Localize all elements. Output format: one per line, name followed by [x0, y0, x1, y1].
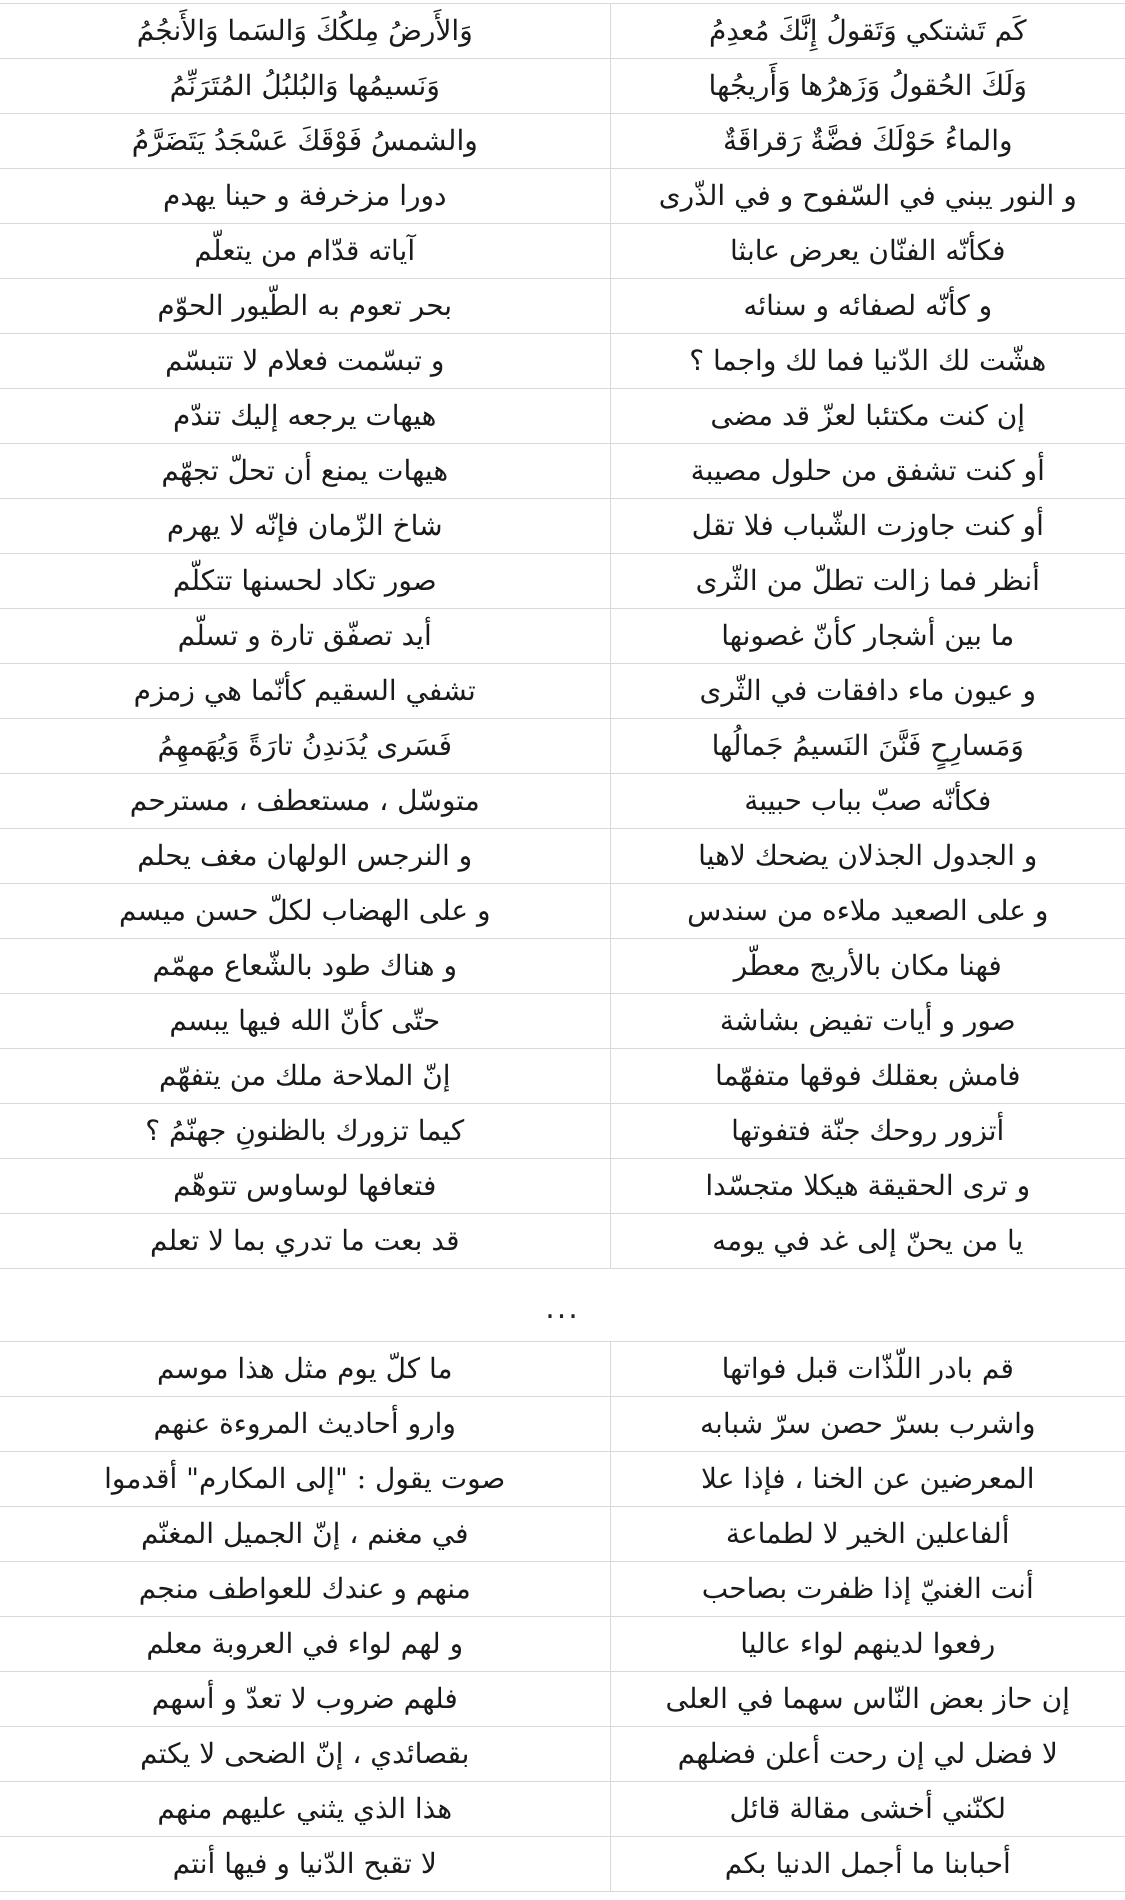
- verse-second-hemistich: بقصائدي ، إنّ الضحى لا يكتم: [0, 1727, 610, 1782]
- verse-second-hemistich: أيد تصفّق تارة و تسلّم: [0, 609, 610, 664]
- verse-first-hemistich: و الجدول الجذلان يضحك لاهيا: [610, 829, 1125, 884]
- verse-first-hemistich: صور و أيات تفيض بشاشة: [610, 994, 1125, 1049]
- verse-second-hemistich: فَسَرى يُدَندِنُ تارَةً وَيُهَمهِمُ: [0, 719, 610, 774]
- verse-second-hemistich: لا تقبح الدّنيا و فيها أنتم: [0, 1837, 610, 1892]
- verse-second-hemistich: والشمسُ فَوْقَكَ عَسْجَدُ يَتَضَرَّمُ: [0, 114, 610, 169]
- verse-row: [0, 1837, 1125, 1892]
- verse-row: [0, 609, 1125, 664]
- verse-first-hemistich: أنت الغنيّ إذا ظفرت بصاحب: [610, 1562, 1125, 1617]
- verse-row: [0, 114, 1125, 169]
- verse-row: [0, 1617, 1125, 1672]
- verse-row: [0, 1159, 1125, 1214]
- verse-first-hemistich: فامش بعقلك فوقها متفهّما: [610, 1049, 1125, 1104]
- verse-first-hemistich: والماءُ حَوْلَكَ فضَّةٌ رَقراقَةٌ: [610, 114, 1125, 169]
- verse-row: [0, 939, 1125, 994]
- verse-row: [0, 994, 1125, 1049]
- verse-row: [0, 389, 1125, 444]
- verse-second-hemistich: منهم و عندك للعواطف منجم: [0, 1562, 610, 1617]
- verse-second-hemistich: و تبسّمت فعلام لا تتبسّم: [0, 334, 610, 389]
- verses-body-part-1: [0, 4, 1125, 1269]
- verse-row: [0, 1104, 1125, 1159]
- verse-first-hemistich: فهنا مكان بالأريج معطّر: [610, 939, 1125, 994]
- verse-second-hemistich: و النرجس الولهان مغف يحلم: [0, 829, 610, 884]
- verse-second-hemistich: هيهات يمنع أن تحلّ تجهّم: [0, 444, 610, 499]
- verse-row: [0, 719, 1125, 774]
- verse-first-hemistich: إن حاز بعض النّاس سهما في العلى: [610, 1672, 1125, 1727]
- verse-row: [0, 499, 1125, 554]
- verse-row: [0, 169, 1125, 224]
- verse-row: [0, 829, 1125, 884]
- verse-row: [0, 1342, 1125, 1397]
- verse-first-hemistich: أو كنت جاوزت الشّباب فلا تقل: [610, 499, 1125, 554]
- verse-first-hemistich: يا من يحنّ إلى غد في يومه: [610, 1214, 1125, 1269]
- verse-second-hemistich: كيما تزورك بالظنونِ جهنّمُ ؟: [0, 1104, 610, 1159]
- ellipsis-separator: ...: [545, 1291, 580, 1326]
- verse-row: [0, 334, 1125, 389]
- poem-verses-part-1: [0, 3, 1125, 1269]
- verse-first-hemistich: هشّت لك الدّنيا فما لك واجما ؟: [610, 334, 1125, 389]
- verse-second-hemistich: إنّ الملاحة ملك من يتفهّم: [0, 1049, 610, 1104]
- verse-row: [0, 554, 1125, 609]
- verse-second-hemistich: تشفي السقيم كأنّما هي زمزم: [0, 664, 610, 719]
- verse-second-hemistich: شاخ الزّمان فإنّه لا يهرم: [0, 499, 610, 554]
- verse-second-hemistich: حتّى كأنّ الله فيها يبسم: [0, 994, 610, 1049]
- verse-second-hemistich: وَنَسيمُها وَالبُلبُلُ المُتَرَنِّمُ: [0, 59, 610, 114]
- verse-second-hemistich: وَالأَرضُ مِلكُكَ وَالسَما وَالأَنجُمُ: [0, 4, 610, 59]
- verse-row: [0, 1562, 1125, 1617]
- verse-second-hemistich: هيهات يرجعه إليك تندّم: [0, 389, 610, 444]
- verse-row: [0, 59, 1125, 114]
- verse-row: [0, 4, 1125, 59]
- verse-row: [0, 1214, 1125, 1269]
- verse-second-hemistich: و هناك طود بالشّعاع مهمّم: [0, 939, 610, 994]
- verse-row: [0, 1727, 1125, 1782]
- verse-second-hemistich: قد بعت ما تدري بما لا تعلم: [0, 1214, 610, 1269]
- verse-first-hemistich: وَمَسارِحٍ فَنَّنَ النَسيمُ جَمالُها: [610, 719, 1125, 774]
- verse-second-hemistich: و على الهضاب لكلّ حسن ميسم: [0, 884, 610, 939]
- verse-first-hemistich: واشرب بسرّ حصن سرّ شبابه: [610, 1397, 1125, 1452]
- verse-first-hemistich: وَلَكَ الحُقولُ وَزَهرُها وَأَريجُها: [610, 59, 1125, 114]
- verse-first-hemistich: و النور يبني في السّفوح و في الذّرى: [610, 169, 1125, 224]
- verse-first-hemistich: و على الصعيد ملاءه من سندس: [610, 884, 1125, 939]
- verse-second-hemistich: فتعافها لوساوس تتوهّم: [0, 1159, 610, 1214]
- verse-row: [0, 1507, 1125, 1562]
- verse-second-hemistich: ما كلّ يوم مثل هذا موسم: [0, 1342, 610, 1397]
- verse-second-hemistich: آياته قدّام من يتعلّم: [0, 224, 610, 279]
- verse-first-hemistich: لكنّني أخشى مقالة قائل: [610, 1782, 1125, 1837]
- verse-first-hemistich: فكأنّه صبّ بباب حبيبة: [610, 774, 1125, 829]
- verse-row: [0, 1672, 1125, 1727]
- verse-first-hemistich: ألفاعلين الخير لا لطماعة: [610, 1507, 1125, 1562]
- verse-second-hemistich: و لهم لواء في العروبة معلم: [0, 1617, 610, 1672]
- verse-first-hemistich: ما بين أشجار كأنّ غصونها: [610, 609, 1125, 664]
- verse-row: [0, 1452, 1125, 1507]
- verse-second-hemistich: هذا الذي يثني عليهم منهم: [0, 1782, 610, 1837]
- verse-row: [0, 444, 1125, 499]
- verse-first-hemistich: كَم تَشتكي وَتَقولُ إِنَّكَ مُعدِمُ: [610, 4, 1125, 59]
- verse-second-hemistich: متوسّل ، مستعطف ، مسترحم: [0, 774, 610, 829]
- verses-body-part-2: [0, 1342, 1125, 1892]
- verse-first-hemistich: لا فضل لي إن رحت أعلن فضلهم: [610, 1727, 1125, 1782]
- verse-row: [0, 664, 1125, 719]
- verse-second-hemistich: صوت يقول : "إلى المكارم" أقدموا: [0, 1452, 610, 1507]
- verse-second-hemistich: في مغنم ، إنّ الجميل المغنّم: [0, 1507, 610, 1562]
- verse-first-hemistich: أنظر فما زالت تطلّ من الثّرى: [610, 554, 1125, 609]
- verse-first-hemistich: أو كنت تشفق من حلول مصيبة: [610, 444, 1125, 499]
- verse-row: [0, 279, 1125, 334]
- verse-first-hemistich: إن كنت مكتئبا لعزّ قد مضى: [610, 389, 1125, 444]
- verse-first-hemistich: و عيون ماء دافقات في الثّرى: [610, 664, 1125, 719]
- verse-row: [0, 224, 1125, 279]
- verse-first-hemistich: قم بادر اللّذّات قبل فواتها: [610, 1342, 1125, 1397]
- verse-first-hemistich: المعرضين عن الخنا ، فإذا علا: [610, 1452, 1125, 1507]
- verse-second-hemistich: دورا مزخرفة و حينا يهدم: [0, 169, 610, 224]
- poem-verses-part-2: [0, 1341, 1125, 1892]
- verse-second-hemistich: وارو أحاديث المروءة عنهم: [0, 1397, 610, 1452]
- verse-row: [0, 884, 1125, 939]
- verse-row: [0, 1397, 1125, 1452]
- verse-first-hemistich: رفعوا لدينهم لواء عاليا: [610, 1617, 1125, 1672]
- verse-first-hemistich: و كأنّه لصفائه و سنائه: [610, 279, 1125, 334]
- verse-first-hemistich: أحبابنا ما أجمل الدنيا بكم: [610, 1837, 1125, 1892]
- verse-first-hemistich: فكأنّه الفنّان يعرض عابثا: [610, 224, 1125, 279]
- verse-first-hemistich: أتزور روحك جنّة فتفوتها: [610, 1104, 1125, 1159]
- verse-second-hemistich: صور تكاد لحسنها تتكلّم: [0, 554, 610, 609]
- verse-row: [0, 1049, 1125, 1104]
- verse-row: [0, 774, 1125, 829]
- verse-first-hemistich: و ترى الحقيقة هيكلا متجسّدا: [610, 1159, 1125, 1214]
- verse-row: [0, 1782, 1125, 1837]
- verse-second-hemistich: بحر تعوم به الطّيور الحوّم: [0, 279, 610, 334]
- verse-second-hemistich: فلهم ضروب لا تعدّ و أسهم: [0, 1672, 610, 1727]
